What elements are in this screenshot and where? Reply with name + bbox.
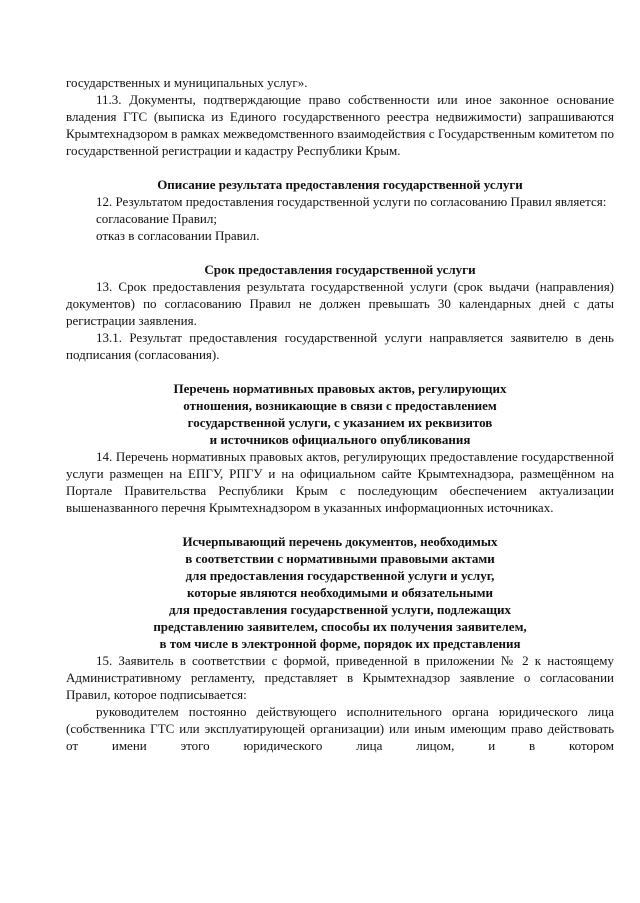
paragraph-13-1: 13.1. Результат предоставления государственной услуги направляется заявителю в день подписания (согласования). xyxy=(66,330,614,362)
paragraph-14: 14. Перечень нормативных правовых актов, регулирующих предоставление государственной услуги размещен на ЕПГУ, РПГУ и на официальном сайте Крымтехнадзора, размещённом на Портале Правительства Республики Крым с последующим обеспечением актуализации вышеназванного перечня Крымтехнадзором в указанных информационных источниках. xyxy=(66,449,614,515)
list-item-refusal: отказ в согласовании Правил. xyxy=(96,228,260,243)
document-page xyxy=(66,74,614,754)
spacer xyxy=(66,516,614,533)
list-item-approval: согласование Правил; xyxy=(96,211,217,226)
paragraph-11-3: 11.3. Документы, подтверждающие право собственности или иное законное основание владения ГТС (выписка из Единого государственного реестра недвижимости) запрашиваются Крымтехнадзором в рамках межведомственного взаимодействия с Государственным комитетом по государственной регистрации и кадастру Республики Крым. xyxy=(66,92,614,158)
paragraph-12: 12. Результатом предоставления государственной услуги по согласованию Правил является: xyxy=(96,194,607,209)
heading-result: Описание результата предоставления государственной услуги xyxy=(157,177,523,192)
spacer xyxy=(66,159,614,176)
heading-normative-acts: Перечень нормативных правовых актов, регулирующих отношения, возникающие в связи с предоставлением государственной услуги, с указанием их реквизитов и источников официального опубликования xyxy=(173,381,507,447)
paragraph-13: 13. Срок предоставления результата государственной услуги (срок выдачи (направления) документов) по согласованию Правил не должен превышать 30 календарных дней с даты регистрации заявления. xyxy=(66,279,614,328)
spacer xyxy=(66,244,614,261)
paragraph-15-head: руководителем постоянно действующего исполнительного органа юридического лица (собственника ГТС или эксплуатирующей организации) или иным имеющим право действовать от имени этого юридического лица лицом, и в котором xyxy=(66,704,614,753)
heading-documents-list: Исчерпывающий перечень документов, необходимых в соответствии с нормативными правовыми актами для предоставления государственной услуги и услуг, которые являются необходимыми и обязательными для предоставления государственной услуги, подлежащих представлению заявителем, способы их получения заявителем, в том числе в электронной форме, порядок их представления xyxy=(153,534,527,651)
spacer xyxy=(66,363,614,380)
paragraph-top-tail: государственных и муниципальных услуг». xyxy=(66,75,308,90)
paragraph-15: 15. Заявитель в соответствии с формой, приведенной в приложении № 2 к настоящему Административному регламенту, представляет в Крымтехнадзор заявление о согласовании Правил, которое подписывается: xyxy=(66,653,614,702)
heading-term: Срок предоставления государственной услуги xyxy=(204,262,476,277)
